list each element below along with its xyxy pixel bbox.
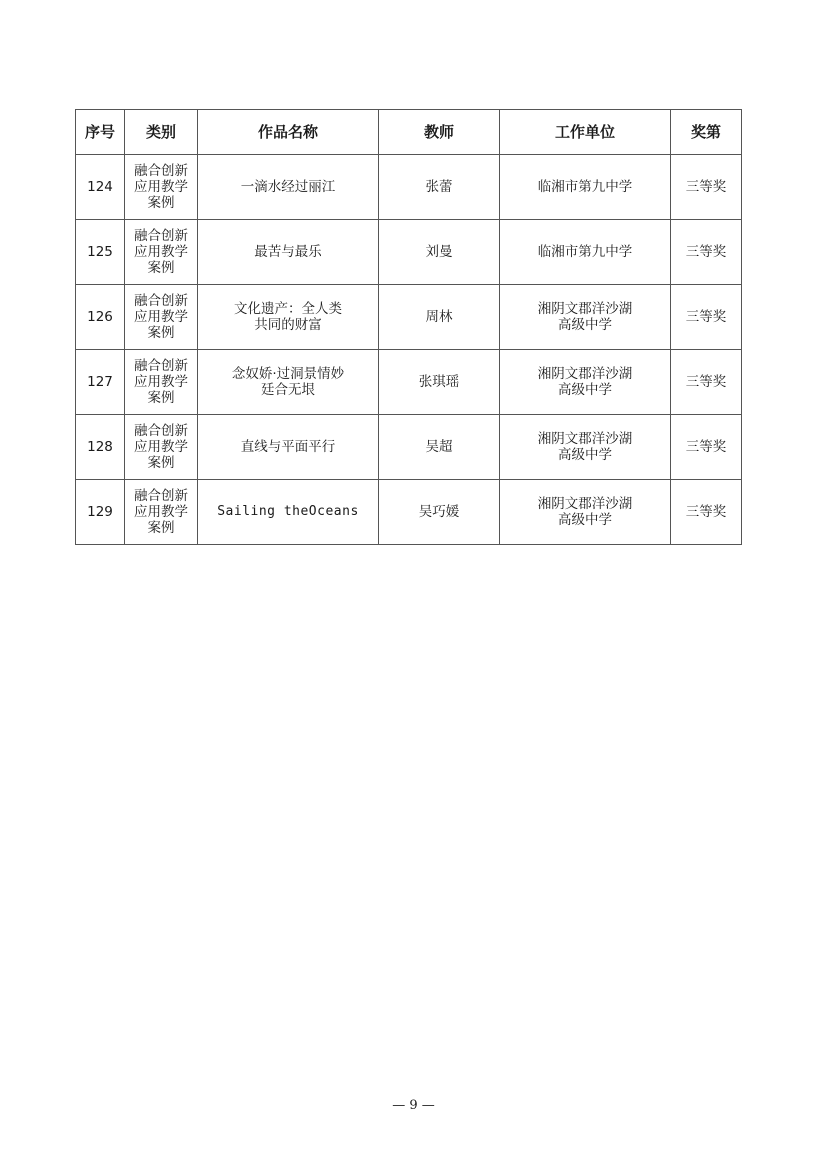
category-line: 融合创新 bbox=[134, 358, 188, 374]
unit-line: 高级中学 bbox=[558, 382, 612, 398]
cell-teacher: 周林 bbox=[379, 285, 500, 350]
header-award: 奖第 bbox=[671, 110, 742, 155]
category-line: 融合创新 bbox=[134, 228, 188, 244]
cell-serial-number: 128 bbox=[76, 415, 125, 480]
cell-category bbox=[125, 220, 198, 285]
header-work-title: 作品名称 bbox=[198, 110, 379, 155]
unit-line: 湘阴文郡洋沙湖 bbox=[537, 366, 633, 382]
cell-serial-number: 125 bbox=[76, 220, 125, 285]
header-teacher: 教师 bbox=[379, 110, 500, 155]
cell-work-title bbox=[198, 350, 379, 415]
title-line: 念奴娇·过洞景情妙 bbox=[231, 366, 345, 382]
cell-work-unit bbox=[500, 220, 671, 285]
cell-teacher: 吴超 bbox=[379, 415, 500, 480]
table-row bbox=[76, 350, 742, 415]
category-line: 案例 bbox=[147, 325, 175, 341]
header-serial-number: 序号 bbox=[76, 110, 125, 155]
table-row bbox=[76, 415, 742, 480]
cell-category bbox=[125, 415, 198, 480]
table-row bbox=[76, 155, 742, 220]
cell-award: 三等奖 bbox=[671, 350, 742, 415]
unit-line: 湘阴文郡洋沙湖 bbox=[537, 301, 633, 317]
header-work-unit: 工作单位 bbox=[500, 110, 671, 155]
category-line: 应用教学 bbox=[134, 244, 188, 260]
cell-work-unit bbox=[500, 155, 671, 220]
title-line: 文化遗产：全人类 bbox=[234, 301, 342, 317]
award-table bbox=[75, 109, 742, 545]
table-row bbox=[76, 285, 742, 350]
table-row bbox=[76, 480, 742, 545]
cell-work-title bbox=[198, 155, 379, 220]
cell-category bbox=[125, 285, 198, 350]
category-line: 应用教学 bbox=[134, 179, 188, 195]
cell-teacher: 张琪瑶 bbox=[379, 350, 500, 415]
cell-work-title bbox=[198, 220, 379, 285]
cell-work-title bbox=[198, 415, 379, 480]
header-category: 类别 bbox=[125, 110, 198, 155]
cell-category bbox=[125, 155, 198, 220]
cell-category bbox=[125, 480, 198, 545]
unit-line: 临湘市第九中学 bbox=[537, 244, 633, 260]
cell-teacher: 张蕾 bbox=[379, 155, 500, 220]
unit-line: 湘阴文郡洋沙湖 bbox=[537, 431, 633, 447]
category-line: 案例 bbox=[147, 520, 175, 536]
category-line: 融合创新 bbox=[134, 488, 188, 504]
cell-work-unit bbox=[500, 350, 671, 415]
page-number: — 9 — bbox=[392, 1098, 435, 1113]
cell-award: 三等奖 bbox=[671, 220, 742, 285]
cell-award: 三等奖 bbox=[671, 415, 742, 480]
cell-serial-number: 124 bbox=[76, 155, 125, 220]
table-header-row bbox=[76, 110, 742, 155]
title-line: 共同的财富 bbox=[254, 317, 322, 333]
category-line: 融合创新 bbox=[134, 293, 188, 309]
cell-category bbox=[125, 350, 198, 415]
cell-serial-number: 127 bbox=[76, 350, 125, 415]
cell-award: 三等奖 bbox=[671, 285, 742, 350]
category-line: 案例 bbox=[147, 260, 175, 276]
category-line: 应用教学 bbox=[134, 374, 188, 390]
unit-line: 湘阴文郡洋沙湖 bbox=[537, 496, 633, 512]
unit-line: 高级中学 bbox=[558, 512, 612, 528]
category-line: 应用教学 bbox=[134, 504, 188, 520]
unit-line: 高级中学 bbox=[558, 317, 612, 333]
unit-line: 高级中学 bbox=[558, 447, 612, 463]
category-line: 案例 bbox=[147, 195, 175, 211]
category-line: 案例 bbox=[147, 455, 175, 471]
cell-serial-number: 129 bbox=[76, 480, 125, 545]
title-line: Sailing theOceans bbox=[217, 504, 359, 519]
cell-award: 三等奖 bbox=[671, 155, 742, 220]
cell-serial-number: 126 bbox=[76, 285, 125, 350]
category-line: 应用教学 bbox=[134, 309, 188, 325]
title-line: 最苦与最乐 bbox=[254, 244, 322, 260]
title-line: 直线与平面平行 bbox=[240, 439, 336, 455]
title-line: 廷合无垠 bbox=[261, 382, 315, 398]
title-line: 一滴水经过丽江 bbox=[240, 179, 336, 195]
category-line: 应用教学 bbox=[134, 439, 188, 455]
table-row bbox=[76, 220, 742, 285]
cell-teacher: 吴巧媛 bbox=[379, 480, 500, 545]
category-line: 融合创新 bbox=[134, 423, 188, 439]
cell-work-title bbox=[198, 285, 379, 350]
unit-line: 临湘市第九中学 bbox=[537, 179, 633, 195]
category-line: 案例 bbox=[147, 390, 175, 406]
cell-teacher: 刘曼 bbox=[379, 220, 500, 285]
cell-work-title bbox=[198, 480, 379, 545]
cell-work-unit bbox=[500, 415, 671, 480]
cell-award: 三等奖 bbox=[671, 480, 742, 545]
cell-work-unit bbox=[500, 285, 671, 350]
cell-work-unit bbox=[500, 480, 671, 545]
category-line: 融合创新 bbox=[134, 163, 188, 179]
